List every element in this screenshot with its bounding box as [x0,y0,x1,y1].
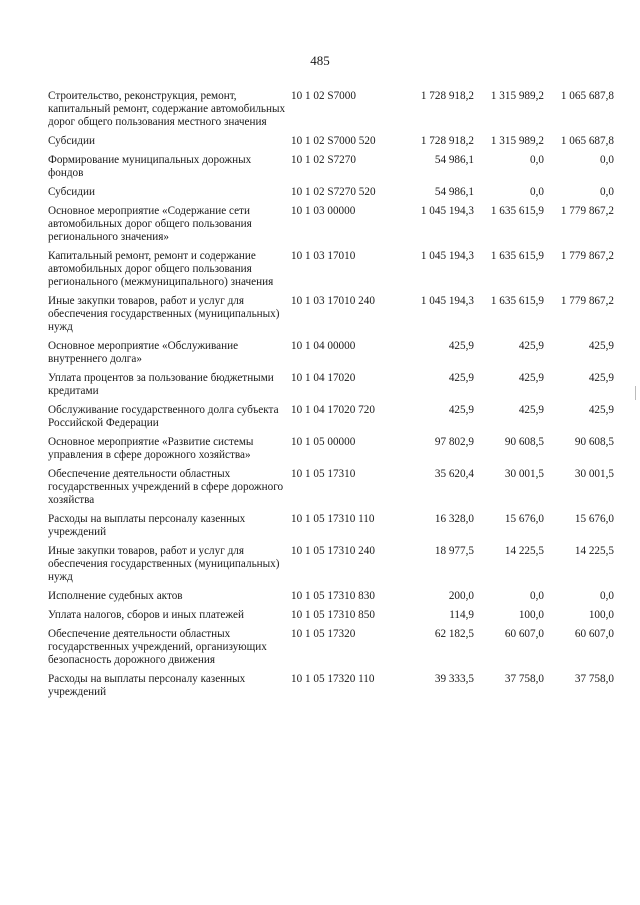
table-row [48,250,614,289]
row-value-1: 18 977,5 [434,545,474,557]
table-row [48,468,614,507]
row-code: 10 1 05 17310 [291,468,356,480]
row-code: 10 1 03 17010 240 [291,295,375,307]
row-name: Расходы на выплаты персоналу казенных учреждений [48,673,246,698]
row-value-1: 62 182,5 [434,628,474,640]
row-value-2: 1 635 615,9 [490,205,544,217]
table-row [48,628,614,667]
row-value-2: 14 225,5 [504,545,544,557]
row-name: Обеспечение деятельности областных государственных учреждений в сфере дорожного хозяйства [48,468,284,506]
row-value-1: 425,9 [448,404,474,416]
table-row [48,205,614,244]
table-row [48,590,614,603]
row-value-1: 16 328,0 [434,513,474,525]
row-code: 10 1 05 17320 [291,628,356,640]
row-name: Субсидии [48,186,95,198]
row-code: 10 1 02 S7000 520 [291,135,376,147]
table-row [48,186,614,199]
row-code: 10 1 04 17020 [291,372,356,384]
row-name: Капитальный ремонт, ремонт и содержание автомобильных дорог общего пользования регионального (межмуниципального) значения [48,250,274,288]
row-value-2: 1 635 615,9 [490,250,544,262]
row-value-2: 37 758,0 [504,673,544,685]
row-value-3: 425,9 [588,372,614,384]
row-value-3: 425,9 [588,340,614,352]
table-row [48,609,614,622]
margin-mark [635,386,636,400]
row-name: Строительство, реконструкция, ремонт, капитальный ремонт, содержание автомобильных дорог общего пользования местного значения [48,90,286,128]
row-name: Субсидии [48,135,95,147]
row-value-3: 0,0 [600,154,614,166]
row-code: 10 1 05 17310 240 [291,545,375,557]
row-name: Обеспечение деятельности областных государственных учреждений, организующих безопасность дорожного движения [48,628,267,666]
row-value-3: 15 676,0 [574,513,614,525]
row-value-1: 54 986,1 [434,154,474,166]
row-name: Уплата процентов за пользование бюджетными кредитами [48,372,274,397]
row-code: 10 1 05 17310 850 [291,609,375,621]
row-value-3: 37 758,0 [574,673,614,685]
budget-table [48,90,614,705]
row-value-3: 425,9 [588,404,614,416]
row-value-1: 425,9 [448,340,474,352]
row-code: 10 1 04 17020 720 [291,404,375,416]
row-value-3: 0,0 [600,186,614,198]
row-value-1: 97 802,9 [434,436,474,448]
row-value-1: 54 986,1 [434,186,474,198]
row-name: Расходы на выплаты персоналу казенных учреждений [48,513,246,538]
row-value-2: 425,9 [518,340,544,352]
row-code: 10 1 05 17310 830 [291,590,375,602]
row-value-3: 30 001,5 [574,468,614,480]
row-value-2: 1 315 989,2 [490,90,544,102]
row-name: Исполнение судебных актов [48,590,183,602]
row-code: 10 1 03 17010 [291,250,356,262]
table-row [48,436,614,462]
row-value-3: 14 225,5 [574,545,614,557]
row-value-3: 90 608,5 [574,436,614,448]
row-value-2: 30 001,5 [504,468,544,480]
row-name: Основное мероприятие «Развитие системы управления в сфере дорожного хозяйства» [48,436,254,461]
row-value-2: 425,9 [518,404,544,416]
page-number: 485 [310,53,330,68]
table-row [48,135,614,148]
row-value-2: 100,0 [518,609,544,621]
table-row [48,404,614,430]
row-name: Обслуживание государственного долга субъекта Российской Федерации [48,404,279,429]
row-value-2: 425,9 [518,372,544,384]
row-name: Иные закупки товаров, работ и услуг для обеспечения государственных (муниципальных) нужд [48,295,280,333]
row-code: 10 1 02 S7270 520 [291,186,376,198]
row-value-2: 90 608,5 [504,436,544,448]
row-name: Основное мероприятие «Содержание сети автомобильных дорог общего пользования регионального значения» [48,205,252,243]
row-name: Формирование муниципальных дорожных фондов [48,154,252,179]
table-row [48,545,614,584]
row-value-3: 0,0 [600,590,614,602]
table-row [48,295,614,334]
row-value-2: 0,0 [530,186,544,198]
row-value-3: 100,0 [588,609,614,621]
row-value-1: 114,9 [449,609,474,621]
row-value-2: 1 315 989,2 [490,135,544,147]
row-value-2: 15 676,0 [504,513,544,525]
table-row [48,372,614,398]
row-code: 10 1 05 00000 [291,436,356,448]
row-value-3: 1 065 687,8 [560,135,614,147]
table-row [48,513,614,539]
row-value-3: 1 779 867,2 [560,250,614,262]
table-row [48,340,614,366]
row-value-2: 0,0 [530,154,544,166]
row-value-3: 60 607,0 [574,628,614,640]
row-value-1: 1 045 194,3 [420,295,474,307]
row-value-1: 200,0 [448,590,474,602]
row-value-1: 39 333,5 [434,673,474,685]
row-value-3: 1 065 687,8 [560,90,614,102]
table-row [48,673,614,699]
row-value-1: 425,9 [448,372,474,384]
row-name: Иные закупки товаров, работ и услуг для обеспечения государственных (муниципальных) нужд [48,545,280,583]
table-row [48,90,614,129]
row-value-1: 1 045 194,3 [420,205,474,217]
row-value-1: 35 620,4 [434,468,474,480]
row-value-2: 0,0 [530,590,544,602]
row-code: 10 1 04 00000 [291,340,356,352]
row-value-1: 1 728 918,2 [420,90,474,102]
row-value-2: 1 635 615,9 [490,295,544,307]
row-name: Основное мероприятие «Обслуживание внутреннего долга» [48,340,239,365]
row-value-3: 1 779 867,2 [560,295,614,307]
row-value-1: 1 728 918,2 [420,135,474,147]
row-value-1: 1 045 194,3 [420,250,474,262]
row-value-2: 60 607,0 [504,628,544,640]
row-code: 10 1 03 00000 [291,205,356,217]
row-value-3: 1 779 867,2 [560,205,614,217]
row-code: 10 1 02 S7000 [291,90,356,102]
row-code: 10 1 05 17320 110 [291,673,375,685]
row-code: 10 1 02 S7270 [291,154,356,166]
table-row [48,154,614,180]
row-name: Уплата налогов, сборов и иных платежей [48,609,244,621]
row-code: 10 1 05 17310 110 [291,513,375,525]
